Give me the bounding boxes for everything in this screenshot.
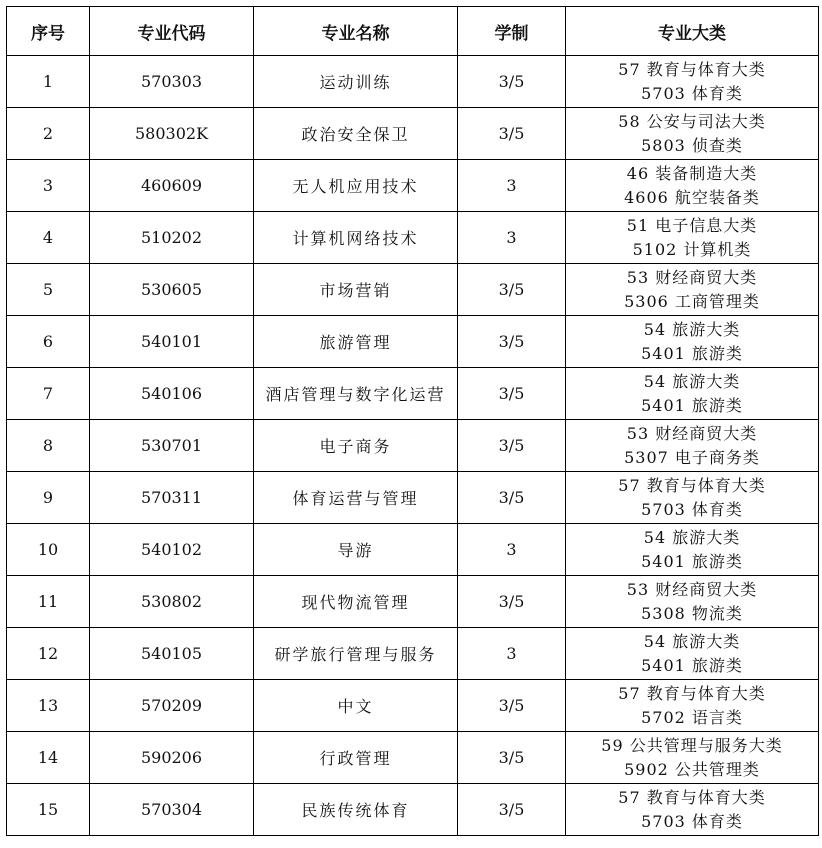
- category-major-line: 53 财经商贸大类: [626, 267, 758, 287]
- cell-duration: 3/5: [458, 420, 566, 472]
- cell-major-category: [566, 264, 819, 316]
- category-sub-line: 5308 物流类: [641, 603, 743, 623]
- table-body: [7, 56, 819, 836]
- cell-major-code: 530701: [90, 420, 254, 472]
- table-row: [7, 524, 819, 576]
- table-row: [7, 420, 819, 472]
- category-major-line: 53 财经商贸大类: [626, 423, 758, 443]
- cell-major-code: 540105: [90, 628, 254, 680]
- category-sub-line: 5703 体育类: [641, 811, 743, 831]
- cell-major-code: 570304: [90, 784, 254, 836]
- cell-major-category: [566, 160, 819, 212]
- category-sub-line: 5902 公共管理类: [624, 759, 760, 779]
- category-major-line: 54 旅游大类: [643, 319, 741, 339]
- cell-duration: 3: [458, 628, 566, 680]
- cell-index: 2: [7, 108, 90, 160]
- cell-major-name: 市场营销: [254, 264, 458, 316]
- category-major-line: 51 电子信息大类: [626, 215, 758, 235]
- cell-index: 1: [7, 56, 90, 108]
- table-row: [7, 108, 819, 160]
- category-major-line: 58 公安与司法大类: [618, 111, 766, 131]
- category-sub-line: 5401 旅游类: [641, 343, 743, 363]
- cell-major-code: 590206: [90, 732, 254, 784]
- cell-duration: 3/5: [458, 784, 566, 836]
- cell-major-code: 570303: [90, 56, 254, 108]
- cell-index: 13: [7, 680, 90, 732]
- table-row: [7, 576, 819, 628]
- header-index: 序号: [7, 7, 90, 56]
- cell-major-category: [566, 472, 819, 524]
- cell-major-category: [566, 576, 819, 628]
- cell-duration: 3/5: [458, 472, 566, 524]
- cell-major-category: [566, 680, 819, 732]
- cell-major-name: 体育运营与管理: [254, 472, 458, 524]
- cell-major-code: 530605: [90, 264, 254, 316]
- cell-major-category: [566, 316, 819, 368]
- category-sub-line: 5803 侦查类: [641, 135, 743, 155]
- cell-major-code: 540102: [90, 524, 254, 576]
- category-major-line: 53 财经商贸大类: [626, 579, 758, 599]
- table-row: [7, 368, 819, 420]
- category-major-line: 54 旅游大类: [643, 527, 741, 547]
- category-major-line: 46 装备制造大类: [626, 163, 758, 183]
- header-row: [7, 7, 819, 56]
- table-row: [7, 732, 819, 784]
- majors-table: [6, 6, 819, 836]
- header-duration: 学制: [458, 7, 566, 56]
- category-major-line: 54 旅游大类: [643, 371, 741, 391]
- cell-major-name: 运动训练: [254, 56, 458, 108]
- cell-major-name: 民族传统体育: [254, 784, 458, 836]
- cell-major-category: [566, 420, 819, 472]
- cell-major-name: 旅游管理: [254, 316, 458, 368]
- cell-duration: 3: [458, 524, 566, 576]
- header-major-name: 专业名称: [254, 7, 458, 56]
- cell-index: 5: [7, 264, 90, 316]
- cell-major-name: 计算机网络技术: [254, 212, 458, 264]
- cell-major-name: 行政管理: [254, 732, 458, 784]
- cell-index: 10: [7, 524, 90, 576]
- category-major-line: 57 教育与体育大类: [618, 475, 766, 495]
- cell-major-category: [566, 108, 819, 160]
- table-row: [7, 680, 819, 732]
- table-row: [7, 628, 819, 680]
- table-row: [7, 784, 819, 836]
- cell-major-name: 现代物流管理: [254, 576, 458, 628]
- cell-major-code: 510202: [90, 212, 254, 264]
- cell-major-name: 研学旅行管理与服务: [254, 628, 458, 680]
- cell-major-name: 中文: [254, 680, 458, 732]
- cell-major-category: [566, 628, 819, 680]
- category-sub-line: 5401 旅游类: [641, 395, 743, 415]
- category-sub-line: 5703 体育类: [641, 499, 743, 519]
- category-major-line: 57 教育与体育大类: [618, 59, 766, 79]
- cell-duration: 3/5: [458, 108, 566, 160]
- cell-major-category: [566, 732, 819, 784]
- cell-index: 15: [7, 784, 90, 836]
- category-major-line: 59 公共管理与服务大类: [601, 735, 783, 755]
- cell-index: 9: [7, 472, 90, 524]
- category-sub-line: 5401 旅游类: [641, 655, 743, 675]
- cell-major-category: [566, 368, 819, 420]
- cell-index: 8: [7, 420, 90, 472]
- cell-major-category: [566, 784, 819, 836]
- cell-major-code: 570209: [90, 680, 254, 732]
- cell-duration: 3/5: [458, 368, 566, 420]
- cell-duration: 3/5: [458, 56, 566, 108]
- cell-index: 4: [7, 212, 90, 264]
- cell-major-code: 540101: [90, 316, 254, 368]
- cell-duration: 3/5: [458, 680, 566, 732]
- category-sub-line: 5703 体育类: [641, 83, 743, 103]
- cell-index: 7: [7, 368, 90, 420]
- cell-duration: 3/5: [458, 316, 566, 368]
- cell-duration: 3: [458, 212, 566, 264]
- cell-major-code: 580302K: [90, 108, 254, 160]
- cell-major-name: 电子商务: [254, 420, 458, 472]
- category-sub-line: 5306 工商管理类: [624, 291, 760, 311]
- cell-duration: 3: [458, 160, 566, 212]
- cell-major-name: 无人机应用技术: [254, 160, 458, 212]
- cell-index: 12: [7, 628, 90, 680]
- table-row: [7, 212, 819, 264]
- cell-major-name: 政治安全保卫: [254, 108, 458, 160]
- cell-major-code: 570311: [90, 472, 254, 524]
- cell-index: 14: [7, 732, 90, 784]
- category-sub-line: 5702 语言类: [641, 707, 743, 727]
- cell-major-code: 540106: [90, 368, 254, 420]
- category-sub-line: 5307 电子商务类: [624, 447, 760, 467]
- category-sub-line: 4606 航空装备类: [624, 187, 760, 207]
- header-major-code: 专业代码: [90, 7, 254, 56]
- cell-major-name: 导游: [254, 524, 458, 576]
- cell-index: 3: [7, 160, 90, 212]
- cell-duration: 3/5: [458, 264, 566, 316]
- category-major-line: 57 教育与体育大类: [618, 787, 766, 807]
- cell-index: 11: [7, 576, 90, 628]
- category-major-line: 57 教育与体育大类: [618, 683, 766, 703]
- cell-major-name: 酒店管理与数字化运营: [254, 368, 458, 420]
- cell-duration: 3/5: [458, 732, 566, 784]
- header-major-category: 专业大类: [566, 7, 819, 56]
- table-row: [7, 264, 819, 316]
- cell-duration: 3/5: [458, 576, 566, 628]
- category-sub-line: 5102 计算机类: [632, 239, 752, 259]
- table-row: [7, 316, 819, 368]
- table-row: [7, 56, 819, 108]
- cell-major-code: 460609: [90, 160, 254, 212]
- cell-major-category: [566, 56, 819, 108]
- table-row: [7, 160, 819, 212]
- cell-major-category: [566, 524, 819, 576]
- cell-major-code: 530802: [90, 576, 254, 628]
- cell-major-category: [566, 212, 819, 264]
- cell-index: 6: [7, 316, 90, 368]
- category-major-line: 54 旅游大类: [643, 631, 741, 651]
- category-sub-line: 5401 旅游类: [641, 551, 743, 571]
- table-row: [7, 472, 819, 524]
